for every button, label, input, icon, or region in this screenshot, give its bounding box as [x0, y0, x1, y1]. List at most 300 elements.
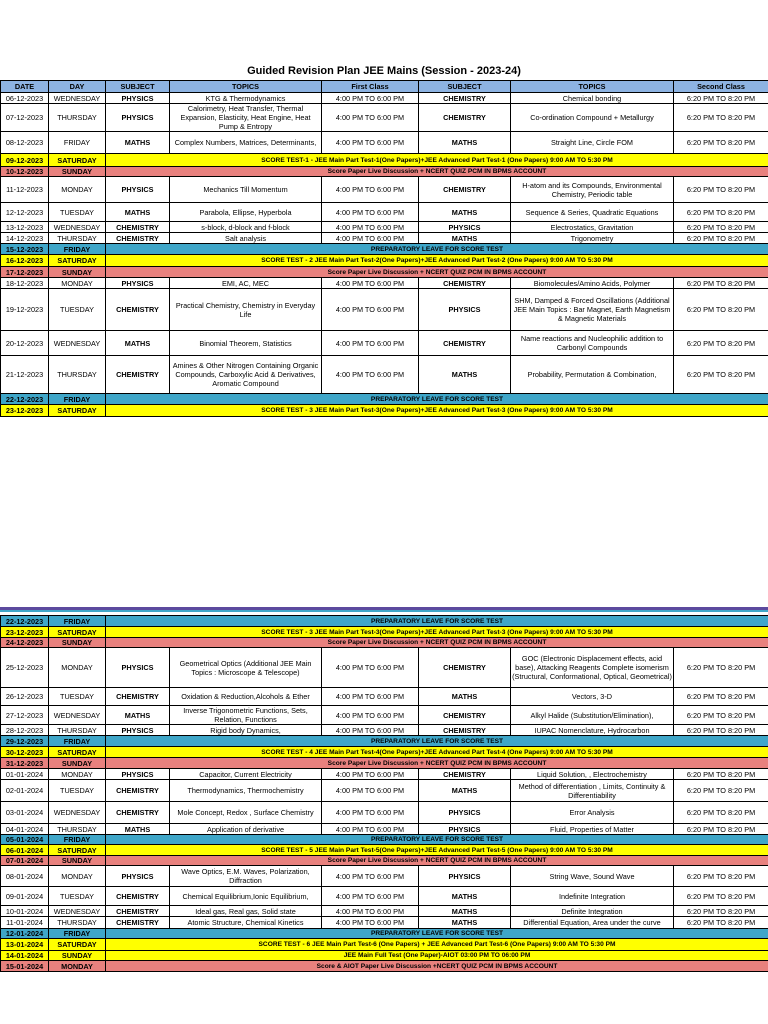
topic-2-cell: H-atom and its Compounds, Environmental Chemistry, Periodic table [511, 177, 674, 203]
day-cell: WEDNESDAY [49, 331, 106, 356]
table-row [1, 856, 768, 866]
date-cell: 19-12-2023 [1, 289, 49, 331]
date-cell: 09-12-2023 [1, 154, 49, 167]
day-cell: WEDNESDAY [49, 93, 106, 104]
first-class-time-cell: 4:00 PM TO 6:00 PM [322, 203, 419, 222]
topic-2-cell: Straight Line, Circle FOM [511, 132, 674, 154]
table-row [1, 835, 768, 845]
topic-2-cell: SHM, Damped & Forced Oscillations (Additional JEE Main Topics : Bar Magnet, Earth Magnetism & Magnetic Materials [511, 289, 674, 331]
subject-1-cell: CHEMISTRY [106, 906, 170, 917]
day-cell: FRIDAY [49, 394, 106, 405]
first-class-time-cell: 4:00 PM TO 6:00 PM [322, 824, 419, 835]
second-class-time-cell: 6:20 PM TO 8:20 PM [674, 802, 768, 824]
date-cell: 08-01-2024 [1, 866, 49, 887]
subject-2-cell: MATHS [419, 906, 511, 917]
second-class-time-cell: 6:20 PM TO 8:20 PM [674, 289, 768, 331]
table-row [1, 887, 768, 906]
subject-2-cell: PHYSICS [419, 289, 511, 331]
event-message-cell: Score Paper Live Discussion + NCERT QUIZ PCM IN BPMS ACCOUNT [106, 267, 768, 278]
table-row [1, 769, 768, 780]
first-class-time-cell: 4:00 PM TO 6:00 PM [322, 780, 419, 802]
table-row [1, 167, 768, 177]
table-row [1, 93, 768, 104]
subject-2-cell: MATHS [419, 233, 511, 244]
date-cell: 05-01-2024 [1, 835, 49, 845]
table-row [1, 866, 768, 887]
topic-1-cell: Oxidation & Reduction,Alcohols & Ether [170, 688, 322, 706]
event-message-cell: PREPARATORY LEAVE FOR SCORE TEST [106, 736, 768, 747]
day-cell: SUNDAY [49, 638, 106, 648]
topic-1-cell: Salt analysis [170, 233, 322, 244]
topic-2-cell: GOC (Electronic Displacement effects, acid base), Attacking Reagents Complete isomerism (Structural, Conformational, Optical, Geometrical) [511, 648, 674, 688]
topic-1-cell: Atomic Structure, Chemical Kinetics [170, 917, 322, 929]
first-class-time-cell: 4:00 PM TO 6:00 PM [322, 688, 419, 706]
subject-2-cell: MATHS [419, 688, 511, 706]
event-message-cell: Score Paper Live Discussion + NCERT QUIZ PCM IN BPMS ACCOUNT [106, 638, 768, 648]
event-message-cell: SCORE TEST - 3 JEE Main Part Test-3(One Papers)+JEE Advanced Part Test-3 (One Papers) 9:00 AM TO 5:30 PM [106, 627, 768, 638]
date-cell: 29-12-2023 [1, 736, 49, 747]
day-cell: TUESDAY [49, 289, 106, 331]
day-cell: FRIDAY [49, 835, 106, 845]
date-cell: 06-01-2024 [1, 845, 49, 856]
day-cell: MONDAY [49, 866, 106, 887]
date-cell: 11-12-2023 [1, 177, 49, 203]
subject-1-cell: PHYSICS [106, 177, 170, 203]
first-class-time-cell: 4:00 PM TO 6:00 PM [322, 233, 419, 244]
second-class-time-cell: 6:20 PM TO 8:20 PM [674, 233, 768, 244]
event-message-cell: SCORE TEST - 6 JEE Main Part Test-6 (One Papers) + JEE Advanced Part Test-6 (One Papers) 9:00 AM TO 5:30 PM [106, 939, 768, 951]
table-row [1, 951, 768, 961]
table-row [1, 177, 768, 203]
second-class-time-cell: 6:20 PM TO 8:20 PM [674, 177, 768, 203]
table-row [1, 394, 768, 405]
day-cell: SUNDAY [49, 167, 106, 177]
second-class-time-cell: 6:20 PM TO 8:20 PM [674, 278, 768, 289]
day-cell: TUESDAY [49, 688, 106, 706]
topic-2-cell: Error Analysis [511, 802, 674, 824]
topic-2-cell: Chemical bonding [511, 93, 674, 104]
column-header: Second Class [674, 81, 768, 93]
day-cell: SATURDAY [49, 627, 106, 638]
date-cell: 12-01-2024 [1, 929, 49, 939]
subject-2-cell: MATHS [419, 203, 511, 222]
table-row [1, 736, 768, 747]
event-message-cell: SCORE TEST - 4 JEE Main Part Test-4(One Papers)+JEE Advanced Part Test-4 (One Papers) 9:00 AM TO 5:30 PM [106, 747, 768, 758]
date-cell: 13-01-2024 [1, 939, 49, 951]
topic-2-cell: Differential Equation, Area under the curve [511, 917, 674, 929]
table-row [1, 917, 768, 929]
column-header: DAY [49, 81, 106, 93]
table-row [1, 356, 768, 394]
subject-2-cell: MATHS [419, 917, 511, 929]
date-cell: 08-12-2023 [1, 132, 49, 154]
subject-1-cell: CHEMISTRY [106, 780, 170, 802]
second-class-time-cell: 6:20 PM TO 8:20 PM [674, 906, 768, 917]
first-class-time-cell: 4:00 PM TO 6:00 PM [322, 132, 419, 154]
topic-2-cell: Fluid, Properties of Matter [511, 824, 674, 835]
subject-1-cell: CHEMISTRY [106, 802, 170, 824]
day-cell: SUNDAY [49, 267, 106, 278]
table-row [1, 845, 768, 856]
date-cell: 17-12-2023 [1, 267, 49, 278]
table-row [1, 616, 768, 627]
date-cell: 27-12-2023 [1, 706, 49, 725]
second-class-time-cell: 6:20 PM TO 8:20 PM [674, 887, 768, 906]
table-row [1, 255, 768, 267]
table-row [1, 725, 768, 736]
second-class-time-cell: 6:20 PM TO 8:20 PM [674, 824, 768, 835]
subject-1-cell: CHEMISTRY [106, 356, 170, 394]
subject-2-cell: CHEMISTRY [419, 93, 511, 104]
day-cell: SUNDAY [49, 758, 106, 769]
day-cell: MONDAY [49, 961, 106, 972]
topic-1-cell: s-block, d-block and f-block [170, 222, 322, 233]
subject-1-cell: CHEMISTRY [106, 289, 170, 331]
date-cell: 25-12-2023 [1, 648, 49, 688]
first-class-time-cell: 4:00 PM TO 6:00 PM [322, 725, 419, 736]
date-cell: 10-01-2024 [1, 906, 49, 917]
second-class-time-cell: 6:20 PM TO 8:20 PM [674, 917, 768, 929]
topic-2-cell: Biomolecules/Amino Acids, Polymer [511, 278, 674, 289]
event-message-cell: PREPARATORY LEAVE FOR SCORE TEST [106, 929, 768, 939]
day-cell: THURSDAY [49, 917, 106, 929]
topic-2-cell: Trigonometry [511, 233, 674, 244]
date-cell: 07-12-2023 [1, 104, 49, 132]
topic-2-cell: Vectors, 3-D [511, 688, 674, 706]
topic-2-cell: Liquid Solution, , Electrochemistry [511, 769, 674, 780]
day-cell: MONDAY [49, 648, 106, 688]
table-row [1, 758, 768, 769]
page-title: Guided Revision Plan JEE Mains (Session - 2023-24) [247, 65, 521, 77]
day-cell: SATURDAY [49, 154, 106, 167]
second-class-time-cell: 6:20 PM TO 8:20 PM [674, 203, 768, 222]
day-cell: FRIDAY [49, 929, 106, 939]
second-class-time-cell: 6:20 PM TO 8:20 PM [674, 93, 768, 104]
subject-2-cell: CHEMISTRY [419, 331, 511, 356]
date-cell: 28-12-2023 [1, 725, 49, 736]
table-row [1, 222, 768, 233]
date-cell: 26-12-2023 [1, 688, 49, 706]
column-header: First Class [322, 81, 419, 93]
topic-1-cell: EMI, AC, MEC [170, 278, 322, 289]
day-cell: SUNDAY [49, 951, 106, 961]
table-row [1, 706, 768, 725]
day-cell: FRIDAY [49, 244, 106, 255]
table-row [1, 824, 768, 835]
topic-2-cell: Electrostatics, Gravitation [511, 222, 674, 233]
subject-2-cell: MATHS [419, 780, 511, 802]
first-class-time-cell: 4:00 PM TO 6:00 PM [322, 278, 419, 289]
event-message-cell: SCORE TEST - 2 JEE Main Part Test-2(One Papers)+JEE Advanced Part Test-2 (One Papers) 9:00 AM TO 5:30 PM [106, 255, 768, 267]
topic-2-cell: Probability, Permutation & Combination, [511, 356, 674, 394]
topic-1-cell: Thermodynamics, Thermochemistry [170, 780, 322, 802]
topic-2-cell: Indefinite Integration [511, 887, 674, 906]
subject-1-cell: CHEMISTRY [106, 917, 170, 929]
topic-2-cell: Alkyl Halide (Substitution/Elimination), [511, 706, 674, 725]
subject-2-cell: CHEMISTRY [419, 278, 511, 289]
second-class-time-cell: 6:20 PM TO 8:20 PM [674, 222, 768, 233]
table-row [1, 331, 768, 356]
column-header: TOPICS [170, 81, 322, 93]
table-row [1, 747, 768, 758]
day-cell: WEDNESDAY [49, 906, 106, 917]
subject-1-cell: PHYSICS [106, 93, 170, 104]
second-class-time-cell: 6:20 PM TO 8:20 PM [674, 104, 768, 132]
date-cell: 24-12-2023 [1, 638, 49, 648]
day-cell: FRIDAY [49, 132, 106, 154]
date-cell: 03-01-2024 [1, 802, 49, 824]
subject-2-cell: CHEMISTRY [419, 769, 511, 780]
table-row [1, 961, 768, 972]
subject-2-cell: PHYSICS [419, 866, 511, 887]
event-message-cell: PREPARATORY LEAVE FOR SCORE TEST [106, 244, 768, 255]
topic-1-cell: Inverse Trigonometric Functions, Sets, Relation, Functions [170, 706, 322, 725]
table-row [1, 244, 768, 255]
topic-2-cell: IUPAC Nomenclature, Hydrocarbon [511, 725, 674, 736]
second-class-time-cell: 6:20 PM TO 8:20 PM [674, 769, 768, 780]
subject-2-cell: PHYSICS [419, 222, 511, 233]
day-cell: SATURDAY [49, 747, 106, 758]
subject-2-cell: CHEMISTRY [419, 706, 511, 725]
date-cell: 10-12-2023 [1, 167, 49, 177]
table-row [1, 132, 768, 154]
first-class-time-cell: 4:00 PM TO 6:00 PM [322, 289, 419, 331]
second-class-time-cell: 6:20 PM TO 8:20 PM [674, 725, 768, 736]
subject-1-cell: CHEMISTRY [106, 233, 170, 244]
date-cell: 22-12-2023 [1, 394, 49, 405]
subject-2-cell: CHEMISTRY [419, 725, 511, 736]
day-cell: WEDNESDAY [49, 802, 106, 824]
subject-2-cell: PHYSICS [419, 802, 511, 824]
date-cell: 16-12-2023 [1, 255, 49, 267]
table-row [1, 906, 768, 917]
event-message-cell: Score Paper Live Discussion + NCERT QUIZ PCM IN BPMS ACCOUNT [106, 758, 768, 769]
first-class-time-cell: 4:00 PM TO 6:00 PM [322, 222, 419, 233]
topic-1-cell: Practical Chemistry, Chemistry in Everyday Life [170, 289, 322, 331]
date-cell: 22-12-2023 [1, 616, 49, 627]
column-header: TOPICS [511, 81, 674, 93]
day-cell: THURSDAY [49, 356, 106, 394]
subject-1-cell: MATHS [106, 331, 170, 356]
event-message-cell: Score & AIOT Paper Live Discussion +NCERT QUIZ PCM IN BPMS ACCOUNT [106, 961, 768, 972]
day-cell: TUESDAY [49, 780, 106, 802]
first-class-time-cell: 4:00 PM TO 6:00 PM [322, 917, 419, 929]
date-cell: 15-01-2024 [1, 961, 49, 972]
subject-2-cell: MATHS [419, 132, 511, 154]
topic-1-cell: Binomial Theorem, Statistics [170, 331, 322, 356]
table-row [1, 267, 768, 278]
first-class-time-cell: 4:00 PM TO 6:00 PM [322, 331, 419, 356]
date-cell: 15-12-2023 [1, 244, 49, 255]
day-cell: TUESDAY [49, 203, 106, 222]
table-row [1, 638, 768, 648]
topic-1-cell: Calorimetry, Heat Transfer, Thermal Expansion, Elasticity, Heat Engine, Heat Pump & Entropy [170, 104, 322, 132]
date-cell: 07-01-2024 [1, 856, 49, 866]
second-class-time-cell: 6:20 PM TO 8:20 PM [674, 780, 768, 802]
subject-1-cell: PHYSICS [106, 769, 170, 780]
table-row [1, 154, 768, 167]
date-cell: 01-01-2024 [1, 769, 49, 780]
topic-1-cell: KTG & Thermodynamics [170, 93, 322, 104]
second-class-time-cell: 6:20 PM TO 8:20 PM [674, 648, 768, 688]
event-message-cell: JEE Main Full Test (One Paper)-AIOT 03:00 PM TO 06:00 PM [106, 951, 768, 961]
first-class-time-cell: 4:00 PM TO 6:00 PM [322, 177, 419, 203]
header-row [1, 81, 768, 93]
subject-2-cell: MATHS [419, 887, 511, 906]
first-class-time-cell: 4:00 PM TO 6:00 PM [322, 356, 419, 394]
subject-1-cell: MATHS [106, 824, 170, 835]
date-cell: 23-12-2023 [1, 627, 49, 638]
subject-1-cell: PHYSICS [106, 725, 170, 736]
topic-1-cell: Capacitor, Current Electricity [170, 769, 322, 780]
day-cell: SUNDAY [49, 856, 106, 866]
topic-2-cell: Definite Integration [511, 906, 674, 917]
event-message-cell: SCORE TEST - 3 JEE Main Part Test-3(One Papers)+JEE Advanced Part Test-3 (One Papers) 9:00 AM TO 5:30 PM [106, 405, 768, 417]
first-class-time-cell: 4:00 PM TO 6:00 PM [322, 887, 419, 906]
table-2-top-rule-2 [0, 610, 768, 612]
date-cell: 06-12-2023 [1, 93, 49, 104]
first-class-time-cell: 4:00 PM TO 6:00 PM [322, 769, 419, 780]
second-class-time-cell: 6:20 PM TO 8:20 PM [674, 688, 768, 706]
schedule-table-2 [0, 615, 768, 972]
day-cell: MONDAY [49, 769, 106, 780]
subject-1-cell: MATHS [106, 203, 170, 222]
subject-1-cell: PHYSICS [106, 104, 170, 132]
day-cell: WEDNESDAY [49, 222, 106, 233]
topic-2-cell: Method of differentiation , Limits, Continuity & Differentiability [511, 780, 674, 802]
day-cell: MONDAY [49, 177, 106, 203]
subject-2-cell: MATHS [419, 356, 511, 394]
second-class-time-cell: 6:20 PM TO 8:20 PM [674, 132, 768, 154]
subject-2-cell: PHYSICS [419, 824, 511, 835]
event-message-cell: Score Paper Live Discussion + NCERT QUIZ PCM IN BPMS ACCOUNT [106, 856, 768, 866]
day-cell: SATURDAY [49, 405, 106, 417]
date-cell: 21-12-2023 [1, 356, 49, 394]
subject-2-cell: CHEMISTRY [419, 177, 511, 203]
table-row [1, 289, 768, 331]
day-cell: THURSDAY [49, 233, 106, 244]
first-class-time-cell: 4:00 PM TO 6:00 PM [322, 648, 419, 688]
topic-1-cell: Wave Optics, E.M. Waves, Polarization, Diffraction [170, 866, 322, 887]
date-cell: 23-12-2023 [1, 405, 49, 417]
first-class-time-cell: 4:00 PM TO 6:00 PM [322, 906, 419, 917]
day-cell: SATURDAY [49, 845, 106, 856]
table-row [1, 278, 768, 289]
table-row [1, 203, 768, 222]
date-cell: 02-01-2024 [1, 780, 49, 802]
day-cell: THURSDAY [49, 104, 106, 132]
first-class-time-cell: 4:00 PM TO 6:00 PM [322, 802, 419, 824]
day-cell: TUESDAY [49, 887, 106, 906]
subject-1-cell: PHYSICS [106, 648, 170, 688]
first-class-time-cell: 4:00 PM TO 6:00 PM [322, 104, 419, 132]
table-row [1, 688, 768, 706]
subject-1-cell: CHEMISTRY [106, 222, 170, 233]
table-row [1, 648, 768, 688]
date-cell: 14-01-2024 [1, 951, 49, 961]
topic-2-cell: Name reactions and Nucleophilic addition to Carbonyl Compounds [511, 331, 674, 356]
topic-1-cell: Amines & Other Nitrogen Containing Organic Compounds, Carboxylic Acid & Derivatives, Aromatic Compound [170, 356, 322, 394]
day-cell: FRIDAY [49, 736, 106, 747]
second-class-time-cell: 6:20 PM TO 8:20 PM [674, 706, 768, 725]
event-message-cell: SCORE TEST - 5 JEE Main Part Test-5(One Papers)+JEE Advanced Part Test-5 (One Papers) 9:00 AM TO 5:30 PM [106, 845, 768, 856]
schedule-table-1 [0, 80, 768, 417]
first-class-time-cell: 4:00 PM TO 6:00 PM [322, 866, 419, 887]
topic-2-cell: Co-ordination Compound + Metallurgy [511, 104, 674, 132]
topic-1-cell: Parabola, Ellipse, Hyperbola [170, 203, 322, 222]
column-header: DATE [1, 81, 49, 93]
table-row [1, 233, 768, 244]
subject-1-cell: CHEMISTRY [106, 688, 170, 706]
column-header: SUBJECT [419, 81, 511, 93]
date-cell: 04-01-2024 [1, 824, 49, 835]
topic-1-cell: Ideal gas, Real gas, Solid state [170, 906, 322, 917]
event-message-cell: PREPARATORY LEAVE FOR SCORE TEST [106, 616, 768, 627]
event-message-cell: SCORE TEST-1 - JEE Main Part Test-1(One Papers)+JEE Advanced Part Test-1 (One Papers) 9:00 AM TO 5:30 PM [106, 154, 768, 167]
day-cell: SATURDAY [49, 255, 106, 267]
subject-1-cell: PHYSICS [106, 278, 170, 289]
subject-1-cell: CHEMISTRY [106, 887, 170, 906]
date-cell: 14-12-2023 [1, 233, 49, 244]
date-cell: 12-12-2023 [1, 203, 49, 222]
second-class-time-cell: 6:20 PM TO 8:20 PM [674, 356, 768, 394]
day-cell: SATURDAY [49, 939, 106, 951]
topic-1-cell: Mole Concept, Redox , Surface Chemistry [170, 802, 322, 824]
day-cell: WEDNESDAY [49, 706, 106, 725]
topic-1-cell: Complex Numbers, Matrices, Determinants, [170, 132, 322, 154]
column-header: SUBJECT [106, 81, 170, 93]
event-message-cell: PREPARATORY LEAVE FOR SCORE TEST [106, 394, 768, 405]
date-cell: 18-12-2023 [1, 278, 49, 289]
first-class-time-cell: 4:00 PM TO 6:00 PM [322, 706, 419, 725]
event-message-cell: PREPARATORY LEAVE FOR SCORE TEST [106, 835, 768, 845]
topic-2-cell: String Wave, Sound Wave [511, 866, 674, 887]
subject-2-cell: CHEMISTRY [419, 648, 511, 688]
subject-1-cell: MATHS [106, 706, 170, 725]
table-row [1, 929, 768, 939]
table-row [1, 802, 768, 824]
topic-1-cell: Rigid body Dynamics, [170, 725, 322, 736]
table-row [1, 627, 768, 638]
date-cell: 11-01-2024 [1, 917, 49, 929]
table-row [1, 104, 768, 132]
date-cell: 13-12-2023 [1, 222, 49, 233]
table-row [1, 939, 768, 951]
date-cell: 09-01-2024 [1, 887, 49, 906]
topic-1-cell: Chemical Equilibrium,Ionic Equilibrium, [170, 887, 322, 906]
second-class-time-cell: 6:20 PM TO 8:20 PM [674, 866, 768, 887]
date-cell: 20-12-2023 [1, 331, 49, 356]
subject-2-cell: CHEMISTRY [419, 104, 511, 132]
date-cell: 30-12-2023 [1, 747, 49, 758]
topic-1-cell: Mechanics Till Momentum [170, 177, 322, 203]
date-cell: 31-12-2023 [1, 758, 49, 769]
topic-2-cell: Sequence & Series, Quadratic Equations [511, 203, 674, 222]
subject-1-cell: MATHS [106, 132, 170, 154]
table-row [1, 780, 768, 802]
day-cell: THURSDAY [49, 725, 106, 736]
day-cell: THURSDAY [49, 824, 106, 835]
second-class-time-cell: 6:20 PM TO 8:20 PM [674, 331, 768, 356]
topic-1-cell: Application of derivative [170, 824, 322, 835]
day-cell: MONDAY [49, 278, 106, 289]
subject-1-cell: PHYSICS [106, 866, 170, 887]
table-row [1, 405, 768, 417]
topic-1-cell: Geometrical Optics (Additional JEE Main Topics : Microscope & Telescope) [170, 648, 322, 688]
event-message-cell: Score Paper Live Discussion + NCERT QUIZ PCM IN BPMS ACCOUNT [106, 167, 768, 177]
day-cell: FRIDAY [49, 616, 106, 627]
first-class-time-cell: 4:00 PM TO 6:00 PM [322, 93, 419, 104]
